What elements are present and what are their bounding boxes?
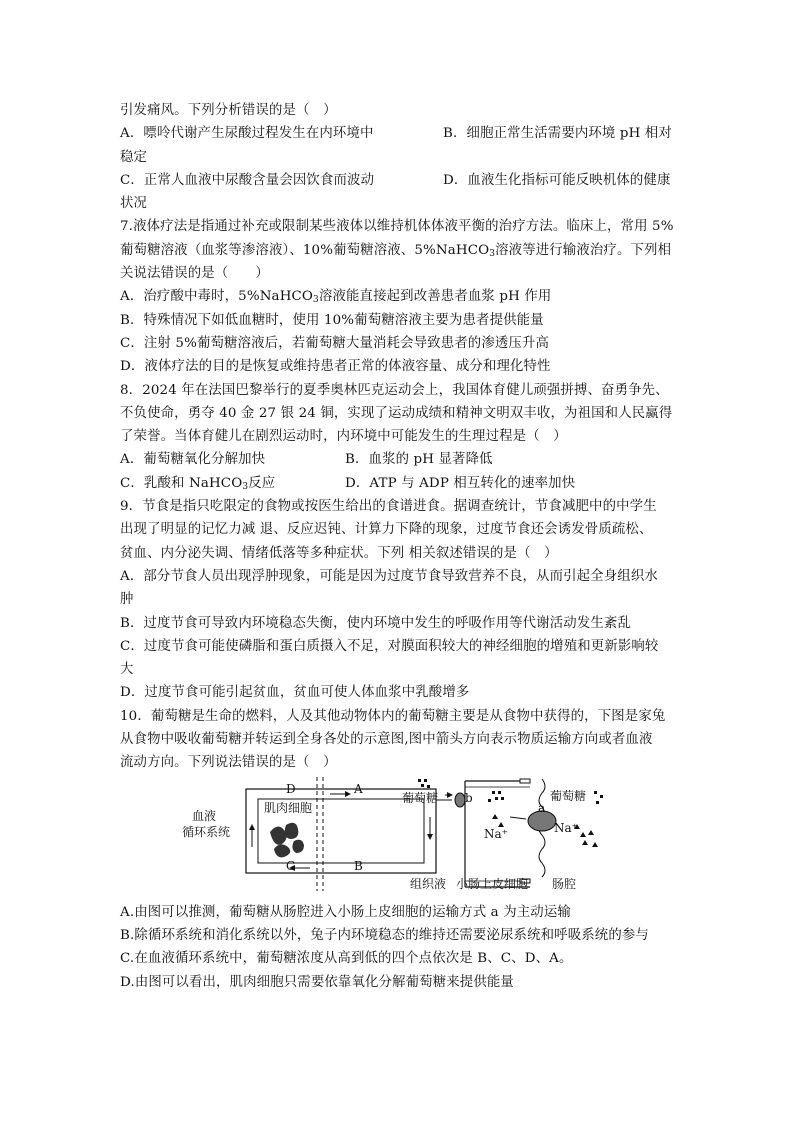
label-na-right: Na⁺ xyxy=(554,820,578,835)
q10-option-d[interactable]: D.由图可以看出，肌肉细胞只需要依靠氧化分解葡萄糖来提供能量 xyxy=(120,974,514,990)
q8-option-c[interactable]: C．乳酸和 NaHCO$_3$反应 xyxy=(120,475,276,492)
label-blood: 血液 xyxy=(192,808,217,823)
label-point-c: C xyxy=(286,858,296,873)
tight-junction-top xyxy=(520,779,530,783)
q6-options-ab xyxy=(120,122,680,145)
label-tissue-fluid: 组织液 xyxy=(410,876,447,891)
q9-option-c[interactable]: C．过度节食可能使磷脂和蛋白质摄入不足，对膜面积较大的神经细胞的增殖和更新影响较 xyxy=(120,638,659,654)
q6-option-b-cont: 稳定 xyxy=(120,149,148,165)
label-glucose-right: 葡萄糖 xyxy=(550,788,587,803)
glucose-transport-figure xyxy=(120,777,680,897)
q10-option-a[interactable]: A.由图可以推测，葡萄糖从肠腔进入小肠上皮细胞的运输方式 a 为主动运输 xyxy=(120,904,571,920)
q8-stem-line3: 了荣誉。当体育健儿在剧烈运动时，内环境中可能发生的生理过程是（ ） xyxy=(120,429,567,445)
q8-option-d[interactable]: D．ATP 与 ADP 相互转化的速率加快 xyxy=(345,475,576,491)
q8-option-a[interactable]: A．葡萄糖氧化分解加快 xyxy=(120,452,266,468)
q9-option-a[interactable]: A．部分节食人员出现浮肿现象，可能是因为过度节食导致营养不良，从而引起全身组织水 xyxy=(120,568,658,584)
q9-option-c-cont: 大 xyxy=(120,662,134,678)
q8-options-cd xyxy=(120,472,680,495)
q7-option-a[interactable]: A．治疗酸中毒时，5%NaHCO$_3$溶液能直接起到改善患者血浆 pH 作用 xyxy=(120,289,552,306)
q6-option-a[interactable]: A．嘌呤代谢产生尿酸过程发生在内环境中 xyxy=(120,126,374,142)
q6-option-d[interactable]: D．血液生化指标可能反映机体的健康 xyxy=(443,172,671,188)
q9-option-b[interactable]: B．过度节食可导致内环境稳态失衡，使内环境中发生的呼吸作用等代谢活动发生紊乱 xyxy=(120,615,631,631)
q8-options-ab xyxy=(120,448,680,471)
label-circulation: 循环系统 xyxy=(182,824,231,839)
label-point-d: D xyxy=(286,781,296,796)
q6-stem-end: 引发痛风。下列分析错误的是（ ） xyxy=(120,103,337,118)
q7-stem-line2: 葡萄糖溶液（血浆等渗溶液）、10%葡萄糖溶液、5%NaHCO$_3$溶液等进行输液治疗。下列相 xyxy=(120,242,672,259)
q6-options-cd xyxy=(120,169,680,192)
q7-option-d[interactable]: D．液体疗法的目的是恢复或维持患者正常的体液容量、成分和理化特性 xyxy=(120,359,551,375)
q10-option-c[interactable]: C.在血液循环系统中，葡萄糖浓度从高到低的四个点依次是 B、C、D、A。 xyxy=(120,951,573,967)
q9-stem-line2: 出现了明显的记忆力减 退、反应迟钝、计算力下降的现象，过度节食还会诱发骨质疏松、 xyxy=(120,522,653,538)
q6-option-c[interactable]: C．正常人血液中尿酸含量会因饮食而波动 xyxy=(120,172,375,188)
label-muscle-cell: 肌肉细胞 xyxy=(264,800,313,815)
q7-stem-line3: 关说法错误的是（ ） xyxy=(120,266,269,282)
q7-option-b[interactable]: B．特殊情况下如低血糖时，使用 10%葡萄糖溶液主要为患者提供能量 xyxy=(120,312,544,328)
label-carrier-a: a xyxy=(538,800,546,815)
q7-stem-line1: 7.液体疗法是指通过补充或限制某些液体以维持机体体液平衡的治疗方法。临床上，常用 5% xyxy=(120,219,674,235)
label-epithelial-cell: 小肠上皮细胞 xyxy=(456,876,529,891)
carrier-b xyxy=(455,793,465,807)
q8-stem-line2: 不负使命，勇夺 40 金 27 银 24 铜，实现了运动成绩和精神文明双丰收，为祖国和人民赢得 xyxy=(120,405,673,421)
q9-option-d[interactable]: D．过度节食可能引起贫血，贫血可使人体血浆中乳酸增多 xyxy=(120,685,470,701)
label-carrier-b: b xyxy=(465,790,473,805)
q8-option-b[interactable]: B．血浆的 pH 显著降低 xyxy=(345,452,493,468)
q10-stem-line2: 从食物中吸收葡萄糖并转运到全身各处的示意图,图中箭头方向表示物质运输方向或者血液 xyxy=(120,732,653,748)
carrier-a-arrow xyxy=(510,817,526,819)
muscle-cell-shapes xyxy=(270,822,304,857)
q9-stem-line3: 贫血、内分泌失调、情绪低落等多种症状。下列 相关叙述错误的是（ ） xyxy=(120,545,558,561)
q6-option-b[interactable]: B．细胞正常生活需要内环境 pH 相对 xyxy=(443,126,672,142)
label-point-a: A xyxy=(354,781,363,796)
q10-option-b[interactable]: B.除循环系统和消化系统以外，兔子内环境稳态的维持还需要泌尿系统和呼吸系统的参与 xyxy=(120,927,649,943)
q8-stem-line1: 8．2024 年在法国巴黎举行的夏季奥林匹克运动会上，我国体育健儿顽强拼搏、奋勇争先、 xyxy=(120,382,669,398)
label-na-left: Na⁺ xyxy=(484,826,508,841)
label-glucose-left: 葡萄糖 xyxy=(402,790,439,805)
figure-drawing xyxy=(190,777,610,895)
label-point-b: B xyxy=(354,858,363,873)
q10-stem-line1: 10．葡萄糖是生命的燃料，人及其他动物体内的葡萄糖主要是从食物中获得的，下图是家兔 xyxy=(120,708,666,724)
q7-option-c[interactable]: C．注射 5%葡萄糖溶液后，若葡萄糖大量消耗会导致患者的渗透压升高 xyxy=(120,335,550,351)
questions-content xyxy=(120,99,680,994)
q6-option-d-cont: 状况 xyxy=(120,196,148,212)
q9-stem-line1: 9．节食是指只吃限定的食物或按医生给出的食谱进食。据调查统计，节食减肥中的中学生 xyxy=(120,499,657,515)
label-intestine: 肠腔 xyxy=(552,876,577,891)
q10-stem-line3: 流动方向。下列说法错误的是（ ） xyxy=(120,755,337,771)
q9-option-a-cont: 肿 xyxy=(120,592,134,608)
